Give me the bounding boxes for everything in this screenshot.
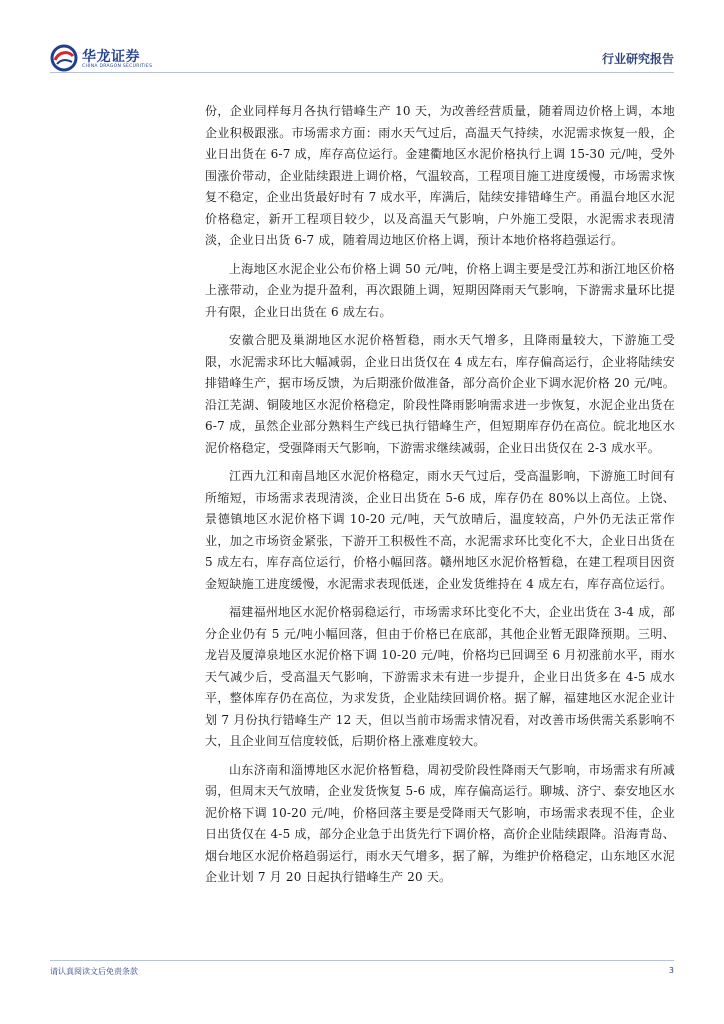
paragraph-shanghai: 上海地区水泥企业公布价格上调 50 元/吨，价格上调主要是受江苏和浙江地区价格上涨带动，企业为提升盈利，再次跟随上调，短期因降雨天气影响，下游需求量环比提升有限，企业日出货在 6 成左右。 — [205, 261, 675, 319]
logo-name: 华龙证券 — [82, 49, 140, 65]
dragon-logo-icon — [50, 44, 78, 72]
paragraph-fujian: 福建福州地区水泥价格弱稳运行，市场需求环比变化不大，企业出货在 3-4 成，部分企业仍有 5 元/吨小幅回落，但由于价格已在底部，其他企业暂无跟降预期。三明、龙岩及厦漳泉地区水泥价格下调 10-20 元/吨，价格均已回调至 6 月初涨前水平，雨水天气减少后，受高温天气影响，下游需求未有进一步提升，企业日出货多在 4-5 成水平，整体库存仍在高位，为求发货，企业陆续回调价格。据了解，福建地区水泥企业计划 7 月份执行错峰生产 12 天，但以当前市场需求情况看，对改善市场供需关系影响不大，且企业间互信度较低，后期价格上涨难度较大。 — [205, 605, 675, 748]
page-header — [0, 0, 724, 80]
paragraph-jiangxi: 江西九江和南昌地区水泥价格稳定，雨水天气过后，受高温影响，下游施工时间有所缩短，市场需求表现清淡，企业日出货在 5-6 成，库存仍在 80%以上高位。上饶、景德镇地区水泥价格下调 10-20 元/吨，天气放晴后，温度较高，户外仍无法正常作业，加之市场资金紧张，下游开工积极性不高，水泥需求环比变化不大，企业日出货在 5 成左右，库存高位运行，价格小幅回落。赣州地区水泥价格暂稳，在建工程项目因资金短缺施工进度缓慢，水泥需求表现低迷，企业发货维持在 4 成左右，库存高位运行。 — [205, 469, 675, 591]
header-divider — [50, 72, 674, 73]
paragraph-anhui: 安徽合肥及巢湖地区水泥价格暂稳，雨水天气增多，且降雨量较大，下游施工受限，水泥需求环比大幅减弱，企业日出货仅在 4 成左右，库存偏高运行，企业将陆续安排错峰生产，据市场反馈，为后期涨价做准备，部分高价企业下调水泥价格 20 元/吨。沿江芜湖、铜陵地区水泥价格稳定，阶段性降雨影响需求进一步恢复，水泥企业出货在 6-7 成，虽然企业部分熟料生产线已执行错峰生产，但短期库存仍在高位。皖北地区水泥价格稳定，受强降雨天气影响，下游需求继续减弱，企业日出货仅在 2-3 成水平。 — [205, 333, 675, 455]
report-body — [205, 101, 675, 896]
paragraph-shandong: 山东济南和淄博地区水泥价格暂稳，周初受阶段性降雨天气影响，市场需求有所减弱，但周末天气放晴，企业发货恢复 5-6 成，库存偏高运行。聊城、济宁、泰安地区水泥价格下调 10-20 元/吨，价格回落主要是受降雨天气影响，市场需求表现不佳，企业日出货仅在 4-5 成，部分企业急于出货先行下调价格，高价企业陆续跟降。沿海青岛、烟台地区水泥价格趋弱运行，雨水天气增多，据了解，为维护价格稳定，山东地区水泥企业计划 7 月 20 日起执行错峰生产 20 天。 — [205, 762, 675, 884]
paragraph-zhejiang: 份，企业同样每月各执行错峰生产 10 天，为改善经营质量，随着周边价格上调，本地企业积极跟涨。市场需求方面：雨水天气过后，高温天气持续，水泥需求恢复一般，企业日出货在 6-7 成，库存高位运行。金建衢地区水泥价格执行上调 15-30 元/吨，受外围涨价带动，企业陆续跟进上调价格，气温较高，工程项目施工进度缓慢，市场需求恢复不稳定，企业出货最好时有 7 成水平，库满后，陆续安排错峰生产。甬温台地区水泥价格稳定，新开工程项目较少，以及高温天气影响，户外施工受限，水泥需求表现清淡，企业日出货 6-7 成，随着周边地区价格上调，预计本地价格将趋强运行。 — [205, 104, 675, 247]
page-number: 3 — [668, 966, 674, 975]
logo-english-name: CHINA DRAGON SECURITIES — [82, 64, 153, 69]
report-type-label: 行业研究报告 — [601, 52, 674, 66]
footer-divider — [50, 960, 674, 961]
disclaimer-note: 请认真阅读文后免责条款 — [50, 967, 138, 976]
